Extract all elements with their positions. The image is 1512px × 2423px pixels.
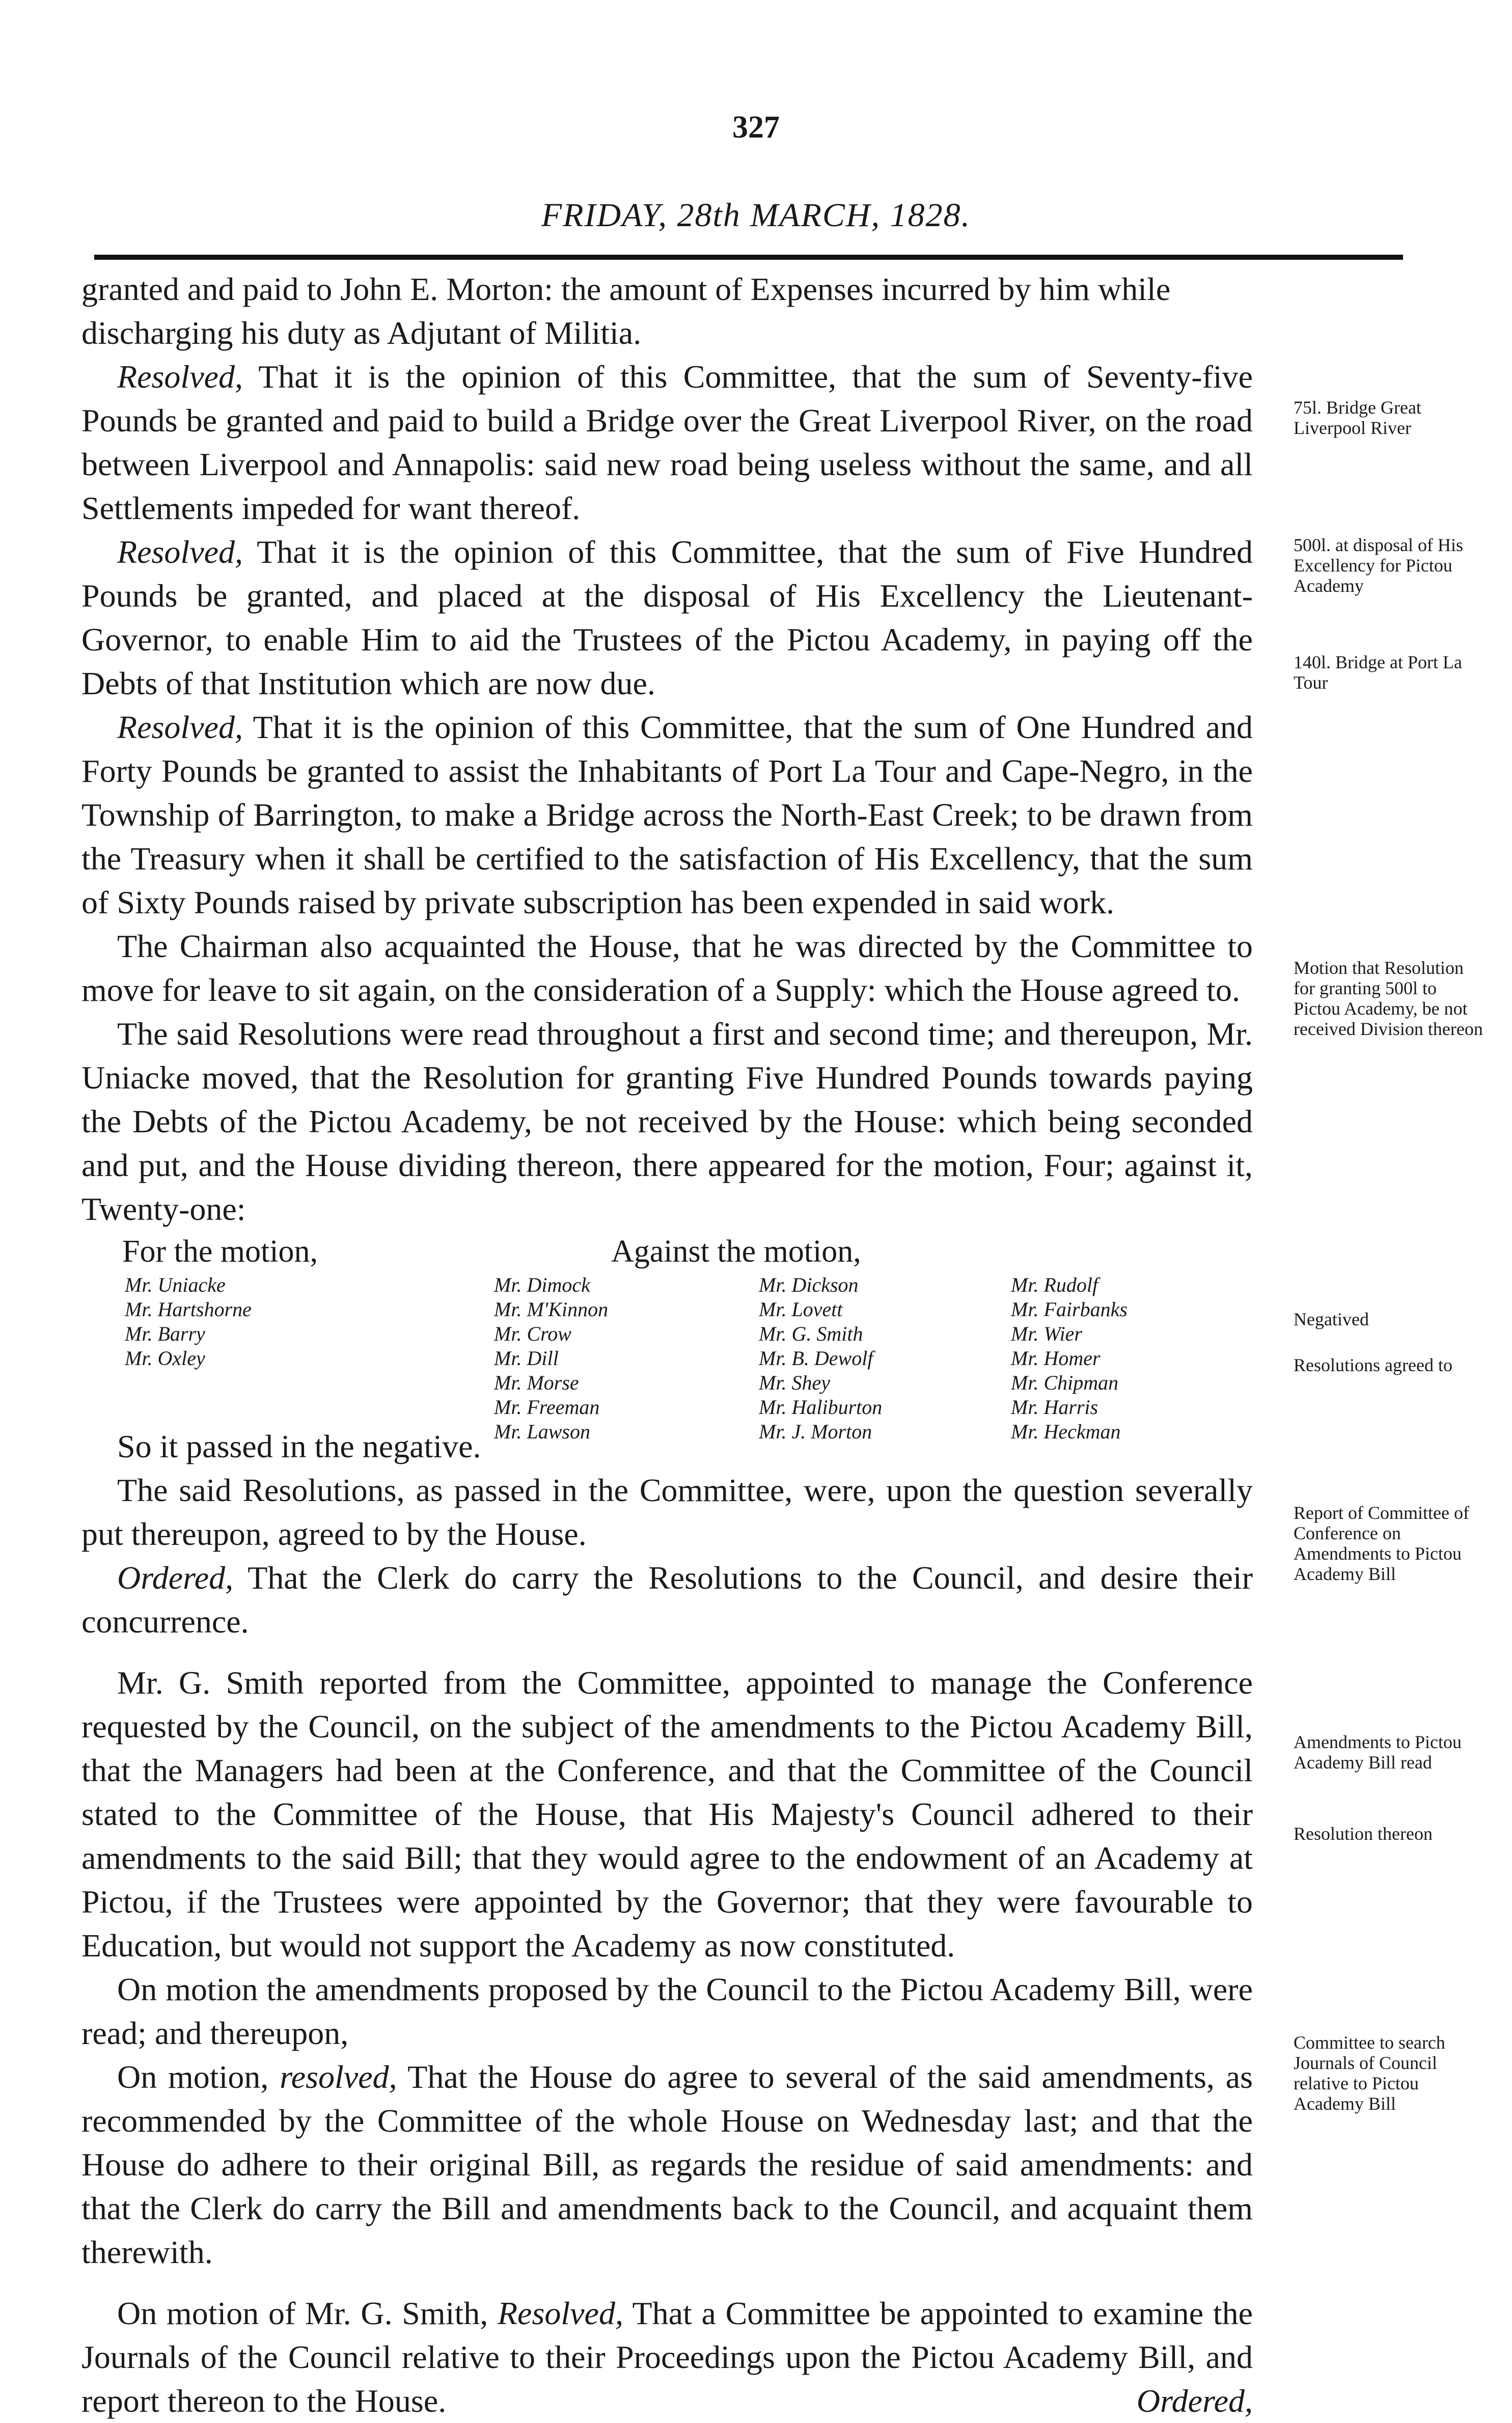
resolution-pictou-academy — [81, 530, 1253, 705]
conference-report-paragraph: Mr. G. Smith reported from the Committee, appointed to manage the Conference requested by the Council, on the subject of the amendments to the Pictou Academy Bill, that the Managers had been at the Conference, and that the Committee of the Council stated to the Committee of the House, that His Majesty's Council adhered to their amendments to the said Bill; that they would agree to the endowment of an Academy at Pictou, if the Trustees were appointed by the Governor; that they were favourable to Education, but would not support the Academy as now constituted. — [81, 1665, 1253, 1964]
voter: Mr. Oxley — [125, 1347, 205, 1370]
margin-note-committee-journals: Committee to search Journals of Council relative to Pictou Academy Bill — [1294, 2032, 1445, 2114]
resolutions-agreed-paragraph: The said Resolutions, as passed in the Committee, were, upon the question severally put thereupon, agreed to by the House. — [81, 1472, 1253, 1552]
amendments-read-paragraph: On motion the amendments proposed by the Council to the Pictou Academy Bill, were read; and thereupon, — [81, 1971, 1253, 2051]
voter: Mr. Fairbanks — [1011, 1298, 1128, 1321]
resolved-label: Resolved, — [117, 359, 243, 395]
resolved-label: Resolved, — [117, 534, 243, 570]
voter: Mr. Lovett — [759, 1298, 843, 1321]
margin-note-negatived: Negatived — [1294, 1309, 1369, 1329]
main-text — [81, 267, 1253, 2423]
negative-line: So it passed in the negative. — [117, 1428, 481, 1464]
voter: Mr. Chipman — [1011, 1371, 1119, 1394]
motion-prefix: On motion, — [117, 2059, 269, 2095]
against-list-3 — [1011, 1273, 1128, 1444]
voter: Mr. M'Kinnon — [494, 1298, 609, 1321]
voter: Mr. Rudolf — [1011, 1273, 1098, 1296]
voter: Mr. J. Morton — [759, 1420, 872, 1443]
ordered-label: Ordered, — [117, 1560, 234, 1596]
against-list-2 — [759, 1273, 882, 1444]
resolved-label: resolved, — [280, 2059, 397, 2095]
voter: Mr. B. Dewolf — [759, 1347, 873, 1370]
against-heading: Against the motion, — [611, 1234, 861, 1269]
voter: Mr. Dimock — [494, 1273, 590, 1296]
for-heading: For the motion, — [122, 1234, 318, 1269]
division-list — [81, 1231, 1253, 1443]
voter: Mr. Freeman — [494, 1396, 600, 1419]
resolved-label: Resolved, — [117, 709, 243, 745]
voter: Mr. Wier — [1011, 1322, 1082, 1345]
voter: Mr. Lawson — [494, 1420, 590, 1443]
margin-note-amendments-read: Amendments to Pictou Academy Bill read — [1294, 1732, 1462, 1773]
paragraph-continuation — [81, 267, 1253, 355]
margin-note-pictou-disposal: 500l. at disposal of His Excellency for Pictou Academy — [1294, 535, 1463, 596]
voter: Mr. Haliburton — [759, 1396, 883, 1419]
resolution-text: That it is the opinion of this Committee, that the sum of Seventy-five Pounds be granted and paid to build a Bridge over the Great Liverpool River, on the road between Liverpool and Annapolis: said new road being useless without the same, and all Settlements impeded for want thereof. — [81, 359, 1253, 526]
chairman-paragraph: The Chairman also acquainted the House, that he was directed by the Committee to move for leave to sit again, on the consideration of a Supply: which the House agreed to. — [81, 928, 1253, 1008]
voter: Mr. Uniacke — [125, 1273, 226, 1296]
voter: Mr. Dickson — [759, 1273, 859, 1296]
catchword: Ordered, — [1136, 2383, 1253, 2419]
margin-note-liverpool-bridge: 75l. Bridge Great Liverpool River — [1294, 397, 1421, 438]
margin-note-resolutions-agreed: Resolutions agreed to — [1294, 1355, 1452, 1375]
margin-note-resolution-thereon: Resolution thereon — [1294, 1823, 1433, 1844]
voter: Mr. Heckman — [1011, 1420, 1121, 1443]
margin-note-port-la-tour: 140l. Bridge at Port La Tour — [1294, 652, 1462, 693]
resolution-liverpool-bridge — [81, 355, 1253, 530]
voter: Mr. Hartshorne — [125, 1298, 252, 1321]
motion-prefix: On motion of Mr. G. Smith, — [117, 2295, 488, 2331]
page-number: 327 — [732, 110, 780, 145]
voter: Mr. Harris — [1011, 1396, 1098, 1419]
resolution-text: That it is the opinion of this Committee, that the sum of Five Hundred Pounds be granted, and placed at the disposal of His Excellency the Lieutenant-Governor, to enable Him to aid the Trustees of the Pictou Academy, in paying off the Debts of that Institution which are now due. — [81, 534, 1253, 701]
running-head: FRIDAY, 28th MARCH, 1828. — [541, 197, 971, 234]
voter: Mr. G. Smith — [759, 1322, 863, 1345]
ordered-text: That the Clerk do carry the Resolutions to the Council, and desire their concurrence. — [81, 1560, 1253, 1640]
voter: Mr. Barry — [125, 1322, 205, 1345]
voter: Mr. Dill — [494, 1347, 559, 1370]
ordered-paragraph — [81, 1556, 1253, 1644]
for-list — [125, 1273, 252, 1371]
resolution-port-la-tour — [81, 705, 1253, 924]
resolution-text: That it is the opinion of this Committee, that the sum of One Hundred and Forty Pounds be granted to assist the Inhabitants of Port La Tour and Cape-Negro, in the Township of Barrington, to make a Bridge across the North-East Creek; to be drawn from the Treasury when it shall be certified to the satisfaction of His Excellency, that the sum of Sixty Pounds raised by private subscription has been expended in said work. — [81, 709, 1253, 920]
resolved-label: Resolved, — [497, 2295, 623, 2331]
voter: Mr. Crow — [494, 1322, 571, 1345]
voter: Mr. Homer — [1011, 1347, 1101, 1370]
voter: Mr. Shey — [759, 1371, 830, 1394]
margin-note-motion-division: Motion that Resolution for granting 500l to Pictou Academy, be not received Division thereon — [1294, 958, 1483, 1039]
resolution-text: That a Committee be appointed to examine the Journals of the Council relative to their Proceedings upon the Pictou Academy Bill, and report thereon to the House. — [81, 2295, 1253, 2419]
resolution-text: That the House do agree to several of the said amendments, as recommended by the Committee of the whole House on Wednesday last; and that the House do adhere to their original Bill, as regards the residue of said amendments: and that the Clerk do carry the Bill and amendments back to the Council, and acquaint them therewith. — [81, 2059, 1253, 2270]
margin-note-conference-report: Report of Committee of Conference on Amendments to Pictou Academy Bill — [1294, 1503, 1469, 1584]
p1-line2: discharging his duty as Adjutant of Militia. — [81, 315, 642, 351]
motion-paragraph: The said Resolutions were read throughout a first and second time; and thereupon, Mr. Uniacke moved, that the Resolution for granting Five Hundred Pounds towards paying the Debts of the Pictou Academy, be not received by the House: which being seconded and put, and the House dividing thereon, there appeared for the motion, Four; against it, Twenty-one: — [81, 1016, 1253, 1227]
resolution-amendments-paragraph — [81, 2055, 1253, 2274]
p1-line1: granted and paid to John E. Morton: the amount of Expenses incurred by him while — [81, 271, 1171, 307]
voter: Mr. Morse — [494, 1371, 579, 1394]
against-list-1 — [494, 1273, 608, 1444]
header-rule — [94, 255, 1403, 260]
